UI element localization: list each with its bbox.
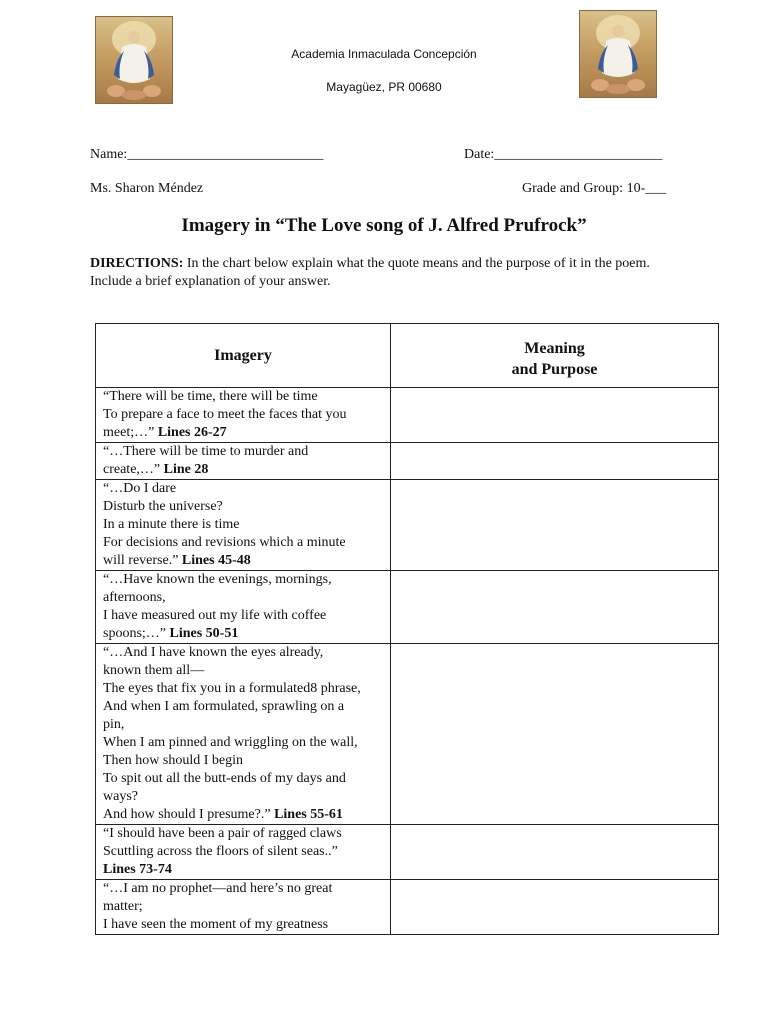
table-row bbox=[96, 388, 719, 443]
meaning-column-header bbox=[391, 324, 719, 388]
quote-line: To prepare a face to meet the faces that you bbox=[103, 407, 347, 422]
imagery-quote-cell bbox=[96, 388, 391, 443]
school-address: Mayagüez, PR 00680 bbox=[326, 80, 442, 94]
quote-line: “I should have been a pair of ragged claws bbox=[103, 826, 342, 841]
date-field-line[interactable]: Date:________________________ bbox=[464, 147, 663, 162]
imagery-table bbox=[95, 323, 719, 935]
quote-line: Scuttling across the floors of silent seas..” bbox=[103, 844, 338, 859]
name-field-line[interactable]: Name:____________________________ bbox=[90, 147, 324, 162]
imagery-quote-cell bbox=[96, 443, 391, 480]
quote-line: “…I am no prophet—and here’s no great bbox=[103, 881, 333, 896]
line-reference: Lines 26-27 bbox=[154, 425, 227, 440]
imagery-quote-cell bbox=[96, 880, 391, 935]
line-reference: Lines 55-61 bbox=[270, 807, 343, 822]
imagery-quote-cell bbox=[96, 480, 391, 571]
meaning-answer-cell[interactable] bbox=[391, 571, 719, 644]
quote-text: meet;…” bbox=[103, 425, 155, 440]
meaning-header-line1: Meaning bbox=[524, 339, 585, 357]
quote-line: known them all— bbox=[103, 663, 205, 678]
teacher-name: Ms. Sharon Méndez bbox=[90, 181, 204, 196]
quote-text: will reverse.” bbox=[103, 553, 179, 568]
line-reference: Line 28 bbox=[160, 462, 209, 477]
meaning-answer-cell[interactable] bbox=[391, 825, 719, 880]
quote-line: To spit out all the butt-ends of my days and bbox=[103, 771, 346, 786]
imagery-quote-cell bbox=[96, 644, 391, 825]
quote-line: Disturb the universe? bbox=[103, 499, 223, 514]
meaning-answer-cell[interactable] bbox=[391, 480, 719, 571]
table-header-row bbox=[96, 324, 719, 388]
directions bbox=[90, 255, 670, 291]
table-row bbox=[96, 443, 719, 480]
imagery-quote-cell bbox=[96, 825, 391, 880]
quote-line: For decisions and revisions which a minute bbox=[103, 535, 346, 550]
line-reference: Lines 73-74 bbox=[103, 862, 172, 877]
meaning-header-line2: and Purpose bbox=[511, 360, 598, 378]
table-row bbox=[96, 880, 719, 935]
table-row bbox=[96, 480, 719, 571]
quote-line: In a minute there is time bbox=[103, 517, 240, 532]
meaning-answer-cell[interactable] bbox=[391, 644, 719, 825]
quote-line bbox=[103, 461, 384, 479]
meaning-answer-cell[interactable] bbox=[391, 388, 719, 443]
quote-line bbox=[103, 424, 384, 442]
imagery-column-header: Imagery bbox=[96, 324, 391, 388]
quote-text: spoons;…” bbox=[103, 626, 166, 641]
table-row bbox=[96, 644, 719, 825]
school-name: Academia Inmaculada Concepción bbox=[291, 47, 477, 61]
quote-line: “…There will be time to murder and bbox=[103, 444, 309, 459]
quote-line bbox=[103, 806, 384, 824]
quote-line: “…And I have known the eyes already, bbox=[103, 645, 324, 660]
quote-line bbox=[103, 625, 384, 643]
quote-line: “…Do I dare bbox=[103, 481, 177, 496]
quote-text: And how should I presume?.” bbox=[103, 807, 271, 822]
quote-line: I have seen the moment of my greatness bbox=[103, 917, 329, 932]
meaning-answer-cell[interactable] bbox=[391, 880, 719, 935]
quote-line: Then how should I begin bbox=[103, 753, 243, 768]
grade-group-field-line[interactable]: Grade and Group: 10-___ bbox=[522, 181, 667, 196]
line-reference: Lines 45-48 bbox=[178, 553, 251, 568]
quote-line: pin, bbox=[103, 717, 125, 732]
worksheet-title: Imagery in “The Love song of J. Alfred Prufrock” bbox=[181, 215, 587, 236]
directions-text: In the chart below explain what the quote means and the purpose of it in the poem. Include a brief explanation of your answer. bbox=[90, 256, 650, 289]
table-row bbox=[96, 825, 719, 880]
meaning-answer-cell[interactable] bbox=[391, 443, 719, 480]
quote-line: When I am pinned and wriggling on the wall, bbox=[103, 735, 358, 750]
quote-line: And when I am formulated, sprawling on a bbox=[103, 699, 345, 714]
quote-text: create,…” bbox=[103, 462, 161, 477]
quote-line: “There will be time, there will be time bbox=[103, 389, 318, 404]
quote-line: afternoons, bbox=[103, 590, 166, 605]
table-row bbox=[96, 571, 719, 644]
quote-line: ways? bbox=[103, 789, 138, 804]
quote-line: matter; bbox=[103, 899, 143, 914]
quote-line bbox=[103, 861, 384, 879]
quote-line: “…Have known the evenings, mornings, bbox=[103, 572, 332, 587]
line-reference: Lines 50-51 bbox=[166, 626, 239, 641]
imagery-quote-cell bbox=[96, 571, 391, 644]
quote-line: I have measured out my life with coffee bbox=[103, 608, 327, 623]
quote-line bbox=[103, 552, 384, 570]
quote-line: The eyes that fix you in a formulated8 phrase, bbox=[103, 681, 361, 696]
directions-label: DIRECTIONS: bbox=[90, 256, 184, 271]
